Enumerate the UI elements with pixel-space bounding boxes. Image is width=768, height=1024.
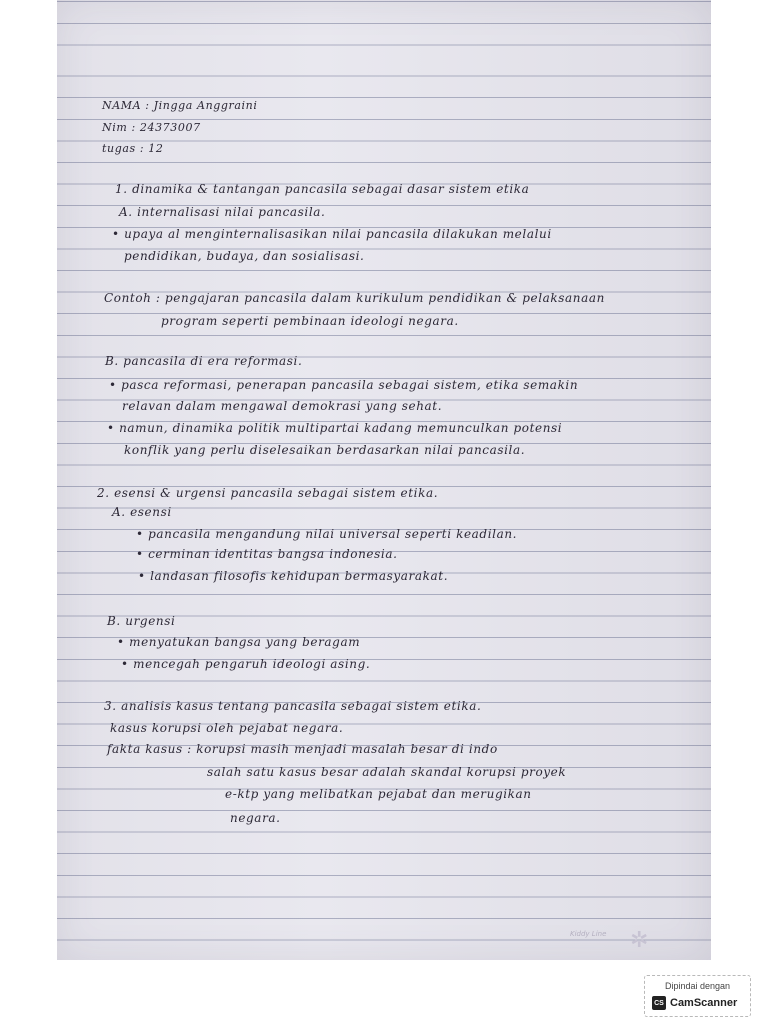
text-line: • mencegah pengaruh ideologi asing.	[121, 657, 371, 671]
camscanner-logo-icon: CS	[652, 996, 666, 1010]
scanner-brand: CamScanner	[670, 997, 738, 1009]
subsection-1a-heading: A. internalisasi nilai pancasila.	[119, 205, 326, 219]
nim-line: Nim : 24373007	[102, 121, 201, 134]
scanner-caption: Dipindai dengan	[664, 981, 731, 991]
text-line: salah satu kasus besar adalah skandal korupsi proyek	[207, 765, 567, 779]
paper-brand-label: Kiddy Line	[570, 930, 607, 938]
text-line: • menyatukan bangsa yang beragam	[117, 635, 361, 649]
subsection-2a-heading: A. esensi	[112, 505, 172, 519]
text-line: e-ktp yang melibatkan pejabat dan merugikan	[225, 787, 532, 801]
section-2-heading: 2. esensi & urgensi pancasila sebagai sistem etika.	[97, 486, 439, 500]
section-1-heading: 1. dinamika & tantangan pancasila sebagai dasar sistem etika	[115, 182, 530, 196]
text-line: • pancasila mengandung nilai universal seperti keadilan.	[136, 527, 518, 541]
name-line: NAMA : Jingga Anggraini	[102, 99, 258, 112]
text-line: konflik yang perlu diselesaikan berdasarkan nilai pancasila.	[124, 443, 526, 457]
paper-logo-icon: ✲	[630, 928, 649, 953]
subsection-2b-heading: B. urgensi	[107, 614, 176, 628]
section-3-heading: 3. analisis kasus tentang pancasila sebagai sistem etika.	[104, 699, 482, 713]
scanner-watermark	[644, 975, 751, 1017]
task-line: tugas : 12	[102, 142, 164, 155]
text-line: program seperti pembinaan ideologi negara.	[161, 314, 459, 328]
text-line: kasus korupsi oleh pejabat negara.	[110, 721, 344, 735]
example-line: Contoh : pengajaran pancasila dalam kurikulum pendidikan & pelaksanaan	[104, 291, 605, 305]
text-line: relavan dalam mengawal demokrasi yang sehat.	[122, 399, 443, 413]
text-line: pendidikan, budaya, dan sosialisasi.	[124, 249, 365, 263]
notebook-page	[57, 0, 711, 960]
text-line: fakta kasus : korupsi masih menjadi masalah besar di indo	[107, 742, 498, 756]
text-line: negara.	[230, 811, 281, 825]
text-line: • cerminan identitas bangsa indonesia.	[136, 547, 398, 561]
text-line: • landasan filosofis kehidupan bermasyarakat.	[138, 569, 449, 583]
text-line: • namun, dinamika politik multipartai kadang memunculkan potensi	[107, 421, 563, 435]
text-line: • pasca reformasi, penerapan pancasila sebagai sistem, etika semakin	[109, 378, 579, 392]
text-line: • upaya al menginternalisasikan nilai pancasila dilakukan melalui	[112, 227, 552, 241]
subsection-1b-heading: B. pancasila di era reformasi.	[105, 354, 303, 368]
